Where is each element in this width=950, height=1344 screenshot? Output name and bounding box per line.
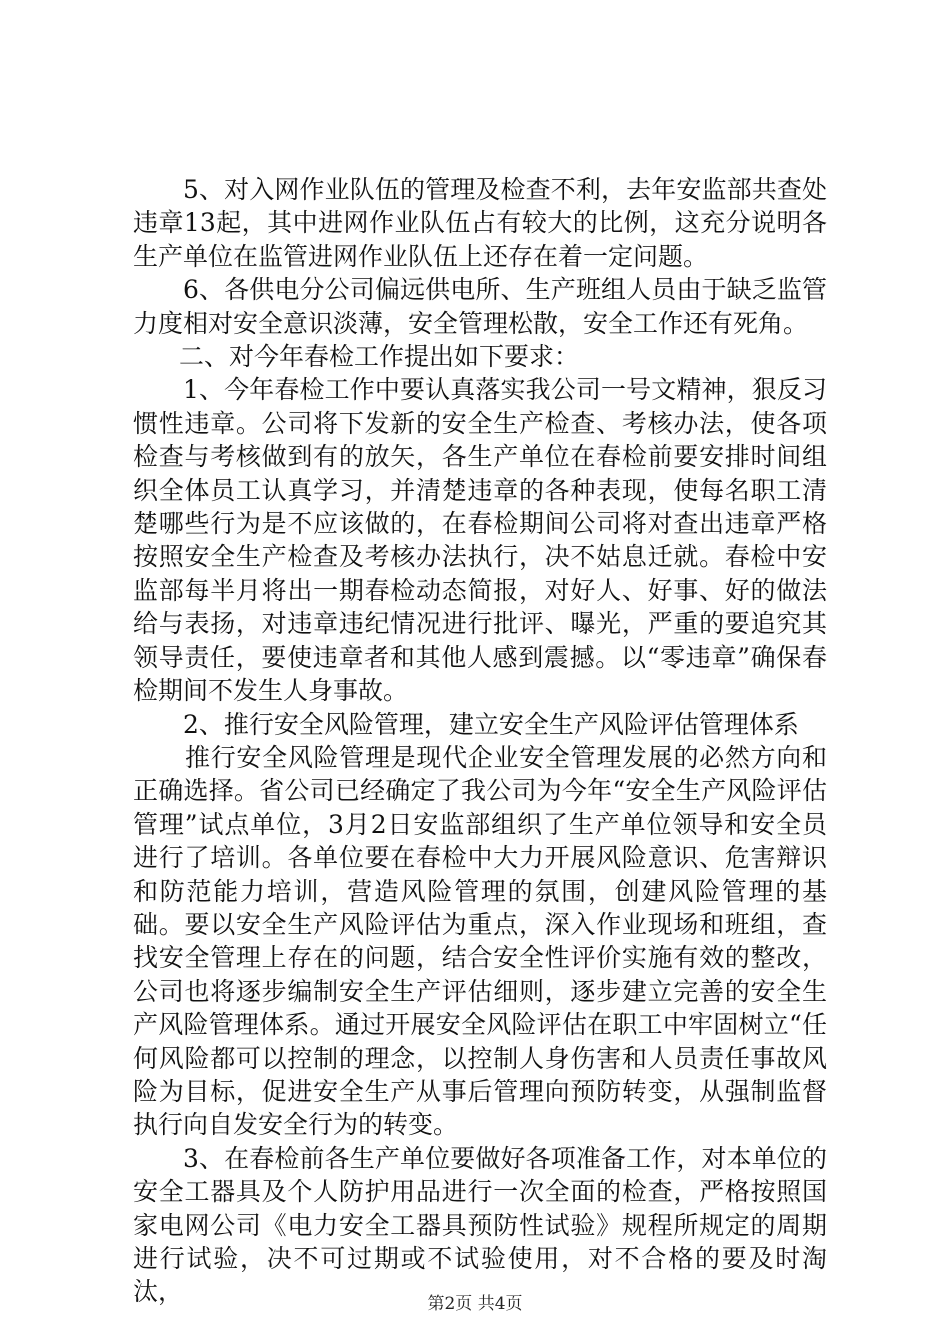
paragraph-item-5: 5、对入网作业队伍的管理及检查不利，去年安监部共查处违章13起，其中进网作业队伍占有较大的比例，这充分说明各生产单位在监管进网作业队伍上还存在着一定问题。 — [133, 175, 827, 271]
paragraph-requirement-2-body: 推行安全风险管理是现代企业安全管理发展的必然方向和正确选择。省公司已经确定了我公司为今年“安全生产风险评估管理”试点单位，3月2日安监部组织了生产单位领导和安全员进行了培训。各单位要在春检中大力开展风险意识、危害辩识和防范能力培训，营造风险管理的氛围，创建风险管理的基础。要以安全生产风险评估为重点，深入作业现场和班组，查找安全管理上存在的问题，结合安全性评价实施有效的整改，公司也将逐步编制安全生产评估细则，逐步建立完善的安全生产风险管理体系。通过开展安全风险评估在职工中牢固树立“任何风险都可以控制的理念，以控制人身伤害和人员责任事故风险为目标，促进安全生产从事后管理向预防转变，从强制监督执行向自发安全行为的转变。 — [133, 742, 827, 1140]
document-body — [133, 173, 827, 1309]
paragraph-item-6: 6、各供电分公司偏远供电所、生产班组人员由于缺乏监管力度相对安全意识淡薄，安全管理松散，安全工作还有死角。 — [133, 275, 827, 338]
paragraph-requirement-2-title: 2、推行安全风险管理，建立安全生产风险评估管理体系 — [183, 709, 799, 739]
page-number-footer: 第2页 共4页 — [427, 1294, 523, 1314]
paragraph-requirement-1: 1、今年春检工作中要认真落实我公司一号文精神，狠反习惯性违章。公司将下发新的安全生产检查、考核办法，使各项检查与考核做到有的放矢，各生产单位在春检前要安排时间组织全体员工认真学习，并清楚违章的各种表现，使每名职工清楚哪些行为是不应该做的，在春检期间公司将对查出违章严格按照安全生产检查及考核办法执行，决不姑息迁就。春检中安监部每半月将出一期春检动态简报，对好人、好事、好的做法给与表扬，对违章违纪情况进行批评、曝光，严重的要追究其领导责任，要使违章者和其他人感到震撼。以“零违章”确保春检期间不发生人身事故。 — [133, 375, 827, 706]
paragraph-requirement-3: 3、在春检前各生产单位要做好各项准备工作，对本单位的安全工器具及个人防护用品进行一次全面的检查，严格按照国家电网公司《电力安全工器具预防性试验》规程所规定的周期进行试验，决不可过期或不试验使用，对不合格的要及时淘汰， — [133, 1143, 827, 1307]
section-heading-requirements: 二、对今年春检工作提出如下要求： — [179, 342, 580, 372]
